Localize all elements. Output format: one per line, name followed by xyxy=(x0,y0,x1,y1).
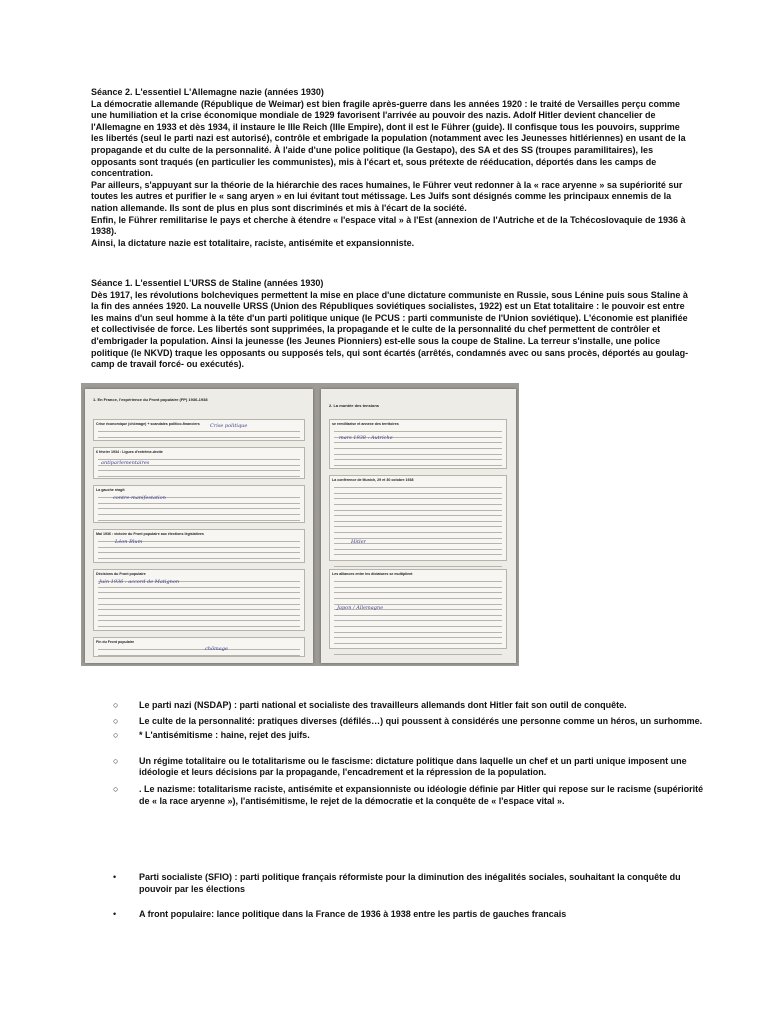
handwriting: Juin 1936 : accord de Matignon xyxy=(99,579,180,585)
handwriting: antiparlementaires xyxy=(101,460,150,466)
worksheet-card: 6 février 1934 : Ligues d'extrême-droite xyxy=(93,447,305,479)
bullet-icon: • xyxy=(113,909,117,920)
worksheet-card: Mai 1936 : victoire du Front populaire aux élections législatives xyxy=(93,529,305,563)
worksheet-left-page xyxy=(85,389,313,663)
handwriting: Hitler xyxy=(351,539,366,545)
section-title: Séance 2. L'essentiel L'Allemagne nazie (années 1930) xyxy=(91,87,324,97)
worksheet-card: se remilitarise et annexe des territoires xyxy=(329,419,507,469)
handwriting: Crise politique xyxy=(210,423,248,429)
section-seance-2 xyxy=(91,87,691,249)
list-item: ○ * L'antisémitisme : haine, rejet des juifs. xyxy=(113,730,310,741)
list-item: ○ Le parti nazi (NSDAP) : parti national et socialiste des travailleurs allemands dont Hitler fait son outil de conquête. xyxy=(113,700,627,710)
definitions-list-2 xyxy=(113,872,713,921)
circle-bullet-icon: ○ xyxy=(113,755,119,766)
bullet-icon: • xyxy=(113,872,117,882)
paragraph: Enfin, le Führer remilitarise le pays et cherche à étendre « l'espace vital » à l'Est (annexion de l'Autriche et de la Tchécoslovaquie de 1936 à 1938). xyxy=(91,214,686,237)
circle-bullet-icon: ○ xyxy=(113,783,119,794)
list-item: • A front populaire: lance politique dans la France de 1936 à 1938 entre les partis de gauches francais xyxy=(113,909,567,920)
handwriting: Léon Blum xyxy=(115,539,143,545)
paragraph: Par ailleurs, s'appuyant sur la théorie de la hiérarchie des races humaines, le Führer veut redonner à la « race aryenne » sa supériorité sur toutes les autres et purifier le « sang aryen » en lui évitant tout métissage. Les Juifs sont désignés comme les principaux ennemis de la nation allemande. Ils sont de plus en plus sont discriminés et mis à l'écart de la société. xyxy=(91,179,683,213)
section-seance-1 xyxy=(91,278,691,371)
list-item: • Parti socialiste (SFIO) : parti politique français réformiste pour la diminution des inégalités sociales, souhaitant la conquête du pouvoir par les élections xyxy=(113,872,681,894)
worksheet-card: Décisions du Front populaire xyxy=(93,569,305,631)
worksheet-card: La gauche réagit xyxy=(93,485,305,523)
worksheet-card: La conférence de Munich, 29 et 30 octobre 1938 xyxy=(329,475,507,561)
worksheet-photo xyxy=(81,383,519,666)
circle-bullet-icon: ○ xyxy=(113,730,119,741)
circle-bullet-icon: ○ xyxy=(113,715,119,726)
worksheet-card: Fin du Front populaire xyxy=(93,637,305,657)
handwriting: mars 1938 : Autriche xyxy=(339,435,393,441)
paragraph: Dès 1917, les révolutions bolcheviques permettent la mise en place d'une dictature communiste en Russie, sous Lénine puis sous Staline à la fin des années 1920. La nouvelle URSS (Union des Républiques soviétiques socialistes, 1922) est un Etat totalitaire : le pouvoir est entre les mains d'un seul homme à la tête d'un parti politique unique (le PCUS : parti communiste de l'Union soviétique). L'économie est planifiée et collectivisée de force. Les libertés sont supprimées, la propagande et le culte de la personnalité du chef permettent de contrôler et d'embrigader la population. Ainsi la jeunesse (les Jeunes Pionniers) est-elle sous la coupe de Staline. La terreur s'installe, une police politique (le NKVD) traque les opposants ou supposés tels, qui sont écartés (arrêtés, condamnés avec ou sans procès, déportés au goulag-camp de travail forcé- ou exécutés). xyxy=(91,289,689,370)
worksheet-title: 2. La montée des tensions xyxy=(329,403,380,408)
list-item: ○ . Le nazisme: totalitarisme raciste, antisémite et expansionniste ou idéologie définie par Hitler qui repose sur le racisme (supériorité de « la race aryenne »), l'antisémitisme, le rejet de la démocratie et la conquête de « l'espace vital ». xyxy=(113,783,704,806)
worksheet-title: 1. En France, l'expérience du Front populaire (FP) 1936-1938 xyxy=(93,397,208,402)
worksheet-card: Les alliances entre les dictatures se multiplient xyxy=(329,569,507,649)
section-title: Séance 1. L'essentiel L'URSS de Staline (années 1930) xyxy=(91,278,324,288)
list-item: ○ Un régime totalitaire ou le totalitarisme ou le fascisme: dictature politique dans laquelle un chef et un parti unique imposent une idéologie et leurs décisions par la propagande, l'encadrement et la répression de la population. xyxy=(113,755,687,778)
worksheet-right-page xyxy=(321,389,516,663)
worksheet-card: Crise économique (chômage) + scandales politico-financiers xyxy=(93,419,305,441)
handwriting: chômage xyxy=(205,646,228,652)
list-item: ○ Le culte de la personnalité: pratiques diverses (défilés…) qui poussent à considérés une personne comme un héros, un surhomme. xyxy=(113,715,703,726)
paragraph: Ainsi, la dictature nazie est totalitaire, raciste, antisémite et expansionniste. xyxy=(91,237,415,248)
handwriting: Japon / Allemagne xyxy=(337,605,384,611)
circle-bullet-icon: ○ xyxy=(113,700,119,710)
paragraph: La démocratie allemande (République de Weimar) est bien fragile après-guerre dans les années 1920 : le traité de Versailles perçu comme une humiliation et la crise économique mondiale de 1929 favorisent l'arrivée au pouvoir des nazis. Adolf Hitler devient chancelier de l'Allemagne en 1933 et dès 1934, il instaure le IIIe Reich (IIIe Empire), dont il est le Führer (guide). Il confisque tous les pouvoirs, supprime les libertés (seul le parti nazi est autorisé), contrôle et embrigade la population (notamment avec les Jeunesses hitlériennes) en usant de la propagande et du culte de la personnalité. À l'aide d'une police politique (la Gestapo), des SA et des SS (troupes paramilitaires), les opposants sont traqués (en particulier les communistes), mis à l'écart et, sous prétexte de rééducation, déportés dans les camps de concentration. xyxy=(91,98,686,179)
definitions-list xyxy=(113,700,713,807)
handwriting: contre-manifestation xyxy=(113,495,166,501)
